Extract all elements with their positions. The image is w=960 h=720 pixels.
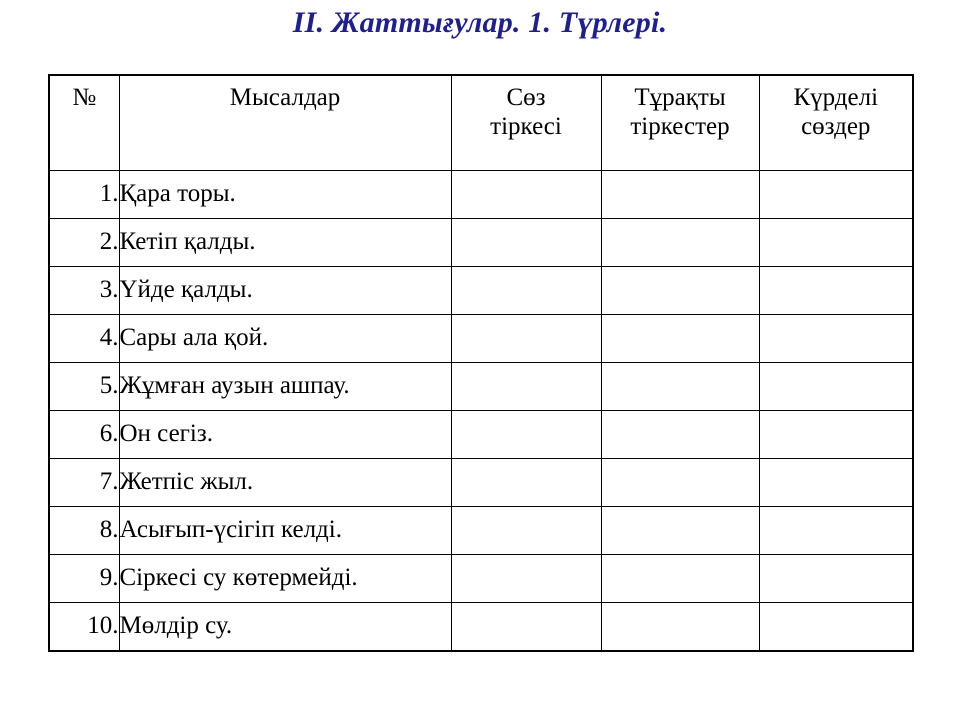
row-example: Жұмған аузын ашпау. bbox=[119, 363, 451, 411]
row-example: Үйде қалды. bbox=[119, 267, 451, 315]
header-set-phrases-line1: Тұрақты bbox=[634, 84, 726, 111]
row-number: 4. bbox=[49, 315, 119, 363]
row-example: Кетіп қалды. bbox=[119, 219, 451, 267]
header-compound-words bbox=[759, 75, 913, 171]
row-example: Асығып-үсігіп келді. bbox=[119, 507, 451, 555]
header-word-combination bbox=[451, 75, 601, 171]
row-number: 10. bbox=[49, 603, 119, 652]
cell-set-phrases bbox=[601, 507, 759, 555]
row-number: 6. bbox=[49, 411, 119, 459]
header-set-phrases-line2: тіркестер bbox=[630, 112, 730, 140]
page-title: II. Жаттығулар. 1. Түрлері. bbox=[292, 6, 668, 39]
row-number: 2. bbox=[49, 219, 119, 267]
cell-compound-words bbox=[759, 603, 913, 652]
table-row bbox=[49, 411, 913, 459]
cell-word-combination bbox=[451, 411, 601, 459]
cell-set-phrases bbox=[601, 363, 759, 411]
cell-compound-words bbox=[759, 507, 913, 555]
cell-set-phrases bbox=[601, 219, 759, 267]
table-row bbox=[49, 603, 913, 652]
cell-set-phrases bbox=[601, 315, 759, 363]
cell-set-phrases bbox=[601, 411, 759, 459]
cell-set-phrases bbox=[601, 267, 759, 315]
exercise-table bbox=[48, 74, 914, 652]
table-row bbox=[49, 315, 913, 363]
row-example: Он сегіз. bbox=[119, 411, 451, 459]
row-number: 8. bbox=[49, 507, 119, 555]
cell-compound-words bbox=[759, 171, 913, 219]
cell-word-combination bbox=[451, 171, 601, 219]
row-number: 7. bbox=[49, 459, 119, 507]
header-number: № bbox=[49, 75, 119, 171]
table-row bbox=[49, 363, 913, 411]
cell-compound-words bbox=[759, 459, 913, 507]
header-compound-words-line1: Күрделі bbox=[793, 84, 879, 111]
row-example: Сіркесі су көтермейді. bbox=[119, 555, 451, 603]
row-number: 5. bbox=[49, 363, 119, 411]
table-row bbox=[49, 459, 913, 507]
cell-compound-words bbox=[759, 267, 913, 315]
header-word-combination-line1: Сөз bbox=[506, 84, 546, 111]
header-examples: Мысалдар bbox=[119, 75, 451, 171]
table-row bbox=[49, 171, 913, 219]
cell-word-combination bbox=[451, 219, 601, 267]
table-header-row bbox=[49, 75, 913, 171]
row-example: Жетпіс жыл. bbox=[119, 459, 451, 507]
table-row bbox=[49, 219, 913, 267]
cell-set-phrases bbox=[601, 603, 759, 652]
header-compound-words-line2: сөздер bbox=[801, 112, 871, 140]
table-row bbox=[49, 267, 913, 315]
cell-compound-words bbox=[759, 363, 913, 411]
cell-word-combination bbox=[451, 507, 601, 555]
row-number: 9. bbox=[49, 555, 119, 603]
row-example: Қара торы. bbox=[119, 171, 451, 219]
cell-compound-words bbox=[759, 411, 913, 459]
cell-compound-words bbox=[759, 219, 913, 267]
header-set-phrases bbox=[601, 75, 759, 171]
cell-word-combination bbox=[451, 555, 601, 603]
row-example: Сары ала қой. bbox=[119, 315, 451, 363]
row-example: Мөлдір су. bbox=[119, 603, 451, 652]
cell-word-combination bbox=[451, 363, 601, 411]
cell-set-phrases bbox=[601, 459, 759, 507]
table-row bbox=[49, 555, 913, 603]
cell-compound-words bbox=[759, 555, 913, 603]
table-row bbox=[49, 507, 913, 555]
row-number: 3. bbox=[49, 267, 119, 315]
cell-compound-words bbox=[759, 315, 913, 363]
cell-set-phrases bbox=[601, 555, 759, 603]
row-number: 1. bbox=[49, 171, 119, 219]
cell-word-combination bbox=[451, 603, 601, 652]
cell-word-combination bbox=[451, 459, 601, 507]
header-word-combination-line2: тіркесі bbox=[490, 112, 562, 140]
cell-word-combination bbox=[451, 267, 601, 315]
cell-word-combination bbox=[451, 315, 601, 363]
cell-set-phrases bbox=[601, 171, 759, 219]
